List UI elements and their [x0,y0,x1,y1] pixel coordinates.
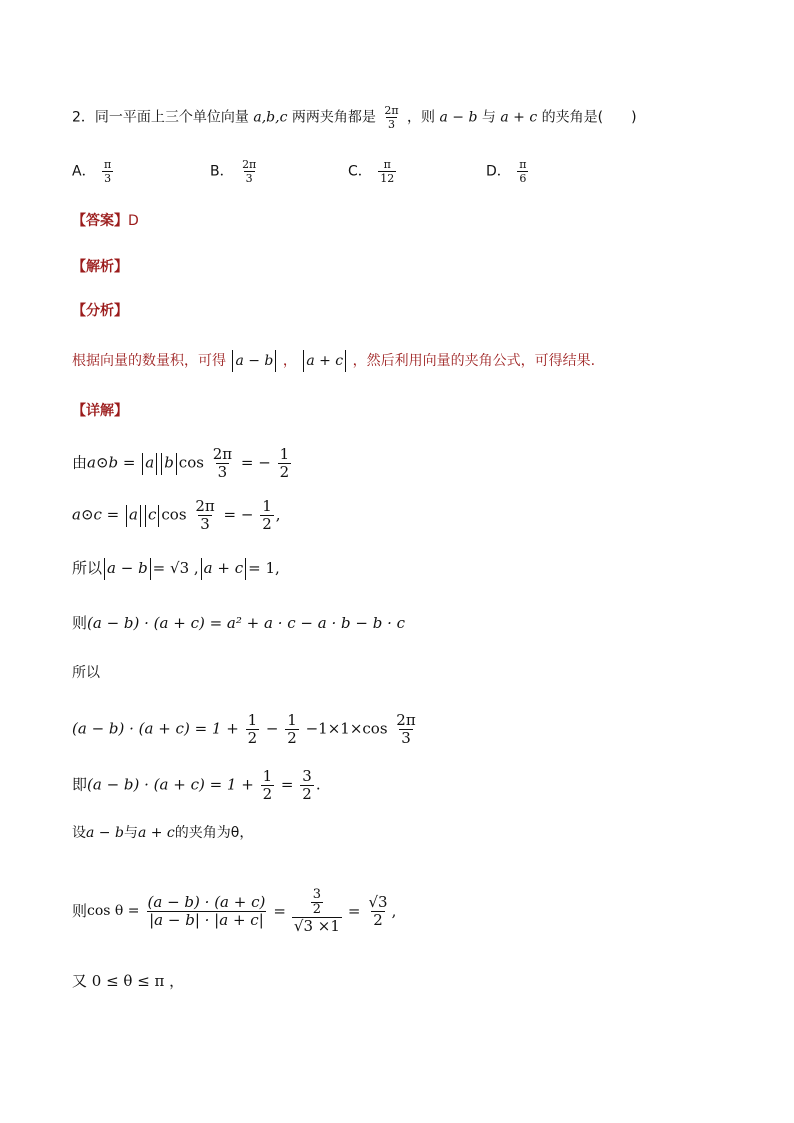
detail-heading [72,402,128,420]
line9-tail: , [391,902,397,920]
line2-tail: , [275,505,281,524]
line2-result-fraction: $\frac{1}{2}$ [262,497,272,533]
line1-cos: cos [178,453,204,472]
line10-text: 又 0 ≤ θ ≤ π ， [72,972,185,990]
detail-line-8 [72,824,253,842]
line9-prefix: 则 [72,902,88,920]
detail-line-5 [72,664,100,682]
line9-main-fraction: $\frac{(a - b) \cdot (a + c)}{|a - b| \cdot |a + c|}$ [147,892,266,929]
question-text-a: 同一平面上三个单位向量 [94,109,249,126]
line2-angle-fraction: $\frac{2\pi}{3}$ [195,497,215,533]
option-a-label: A． [72,163,96,180]
question-number: 2． [72,109,95,126]
option-b-label: B． [210,163,234,180]
line6-frac-1: $\frac{1}{2}$ [247,711,258,747]
line7-prefix: 即 [72,775,88,794]
line3-b: = √3 , [152,559,199,577]
analysis-tag: 【解析】 [72,259,128,275]
answer-tag: 【答案】 [72,213,128,229]
question-expr2: a + c [500,109,538,126]
answer-value: D [128,213,139,229]
line9-cos: cos θ = [87,903,140,919]
line8-expr2: a + c [137,825,175,841]
fenxi-math-2: a + c [306,353,344,369]
line8-mid: 与 [123,825,138,841]
question-angle-fraction: $\frac{2\pi}{3}$ [384,104,399,131]
line9-compound-fraction: 3 2 √3 ×1 [293,886,340,935]
line8-tail: 的夹角为θ， [174,825,254,841]
fenxi-text-1: 根据向量的数量积，可得 [72,353,226,369]
option-c-label: C． [348,163,372,180]
line7-expr: (a − b) · (a + c) = 1 + [87,775,254,794]
option-a [72,158,115,185]
line7-tail: . [315,775,321,794]
fenxi-line [72,350,595,372]
line6-mid: − [265,719,279,738]
line6-frac-3: $\frac{2\pi}{3}$ [396,711,416,747]
detail-line-7 [72,768,321,803]
question-text-b: 两两夹角都是 [291,109,376,126]
option-d-label: D． [486,163,511,180]
line4-expr: (a − b) · (a + c) = a² + a · c − a · b − b · c [87,614,406,632]
line8-expr1: a − b [86,825,124,841]
line4-prefix: 则 [72,614,88,632]
fenxi-heading [72,302,128,320]
question-text-c: ，则 [407,109,436,126]
line5-text: 所以 [72,665,100,681]
line8-prefix: 设 [72,825,86,841]
fenxi-text-3: ，然后利用向量的夹角公式，可得结果. [352,353,596,369]
answer-line [72,212,139,230]
line1-lhs: a⊙b = [87,453,141,472]
fenxi-text-2: ， [282,353,297,369]
line1-eq: = − [240,453,271,472]
line3-c: a + c [203,559,244,577]
line7-frac-2: $\frac{3}{2}$ [302,767,312,803]
detail-tag: 【详解】 [72,403,128,419]
option-b-fraction: $\frac{2\pi}{3}$ [242,158,257,185]
line3-prefix: 所以 [72,559,103,577]
fenxi-math-1: a − b [235,353,274,369]
line1-angle-fraction: $\frac{2\pi}{3}$ [212,445,233,481]
detail-line-10 [72,972,184,990]
line7-eq: = [280,775,294,794]
detail-line-4 [72,614,405,632]
line1-prefix: 由 [72,453,88,472]
line9-eq1: = [273,902,286,920]
line7-frac-1: $\frac{1}{2}$ [262,767,273,803]
option-c-fraction: $\frac{\pi}{12}$ [380,158,395,185]
fenxi-tag: 【分析】 [72,303,128,319]
option-c [348,158,398,185]
detail-line-1: 由a⊙b = a b cos $\frac{2\pi}{3}$ = − $\frac{1}{2}$ [72,445,290,481]
line2-lhs: a⊙c = [72,505,125,524]
option-d-fraction: $\frac{\pi}{6}$ [519,158,527,185]
option-a-fraction: $\frac{\pi}{3}$ [104,158,112,185]
detail-line-3 [72,558,280,580]
line1-result-fraction: $\frac{1}{2}$ [279,445,290,481]
question-vectors: a,b,c [253,109,288,126]
option-d [486,158,530,185]
analysis-heading [72,258,128,276]
line2-cos: cos [161,505,187,524]
detail-line-9 [72,886,396,936]
line3-d: = 1, [248,559,280,577]
question-expr1: a − b [439,109,478,126]
detail-line-6 [72,712,420,747]
line6-frac-2: $\frac{1}{2}$ [287,711,297,747]
line6-expr: (a − b) · (a + c) = 1 + [72,719,239,738]
question-text-d: 与 [481,109,496,126]
line6-tail: −1×1×cos [305,719,388,738]
question-text-e: 的夹角是( ) [541,109,637,126]
question-line [72,104,637,131]
option-b [210,158,260,185]
line3-a: a − b [107,559,148,577]
line9-result-fraction: $\frac{√3}{2}$ [368,892,388,929]
line2-eq: = − [223,505,254,524]
detail-line-2: a⊙c = a c cos $\frac{2\pi}{3}$ = − $\frac{1}{2}$ , [72,497,281,533]
line9-eq2: = [347,902,361,920]
